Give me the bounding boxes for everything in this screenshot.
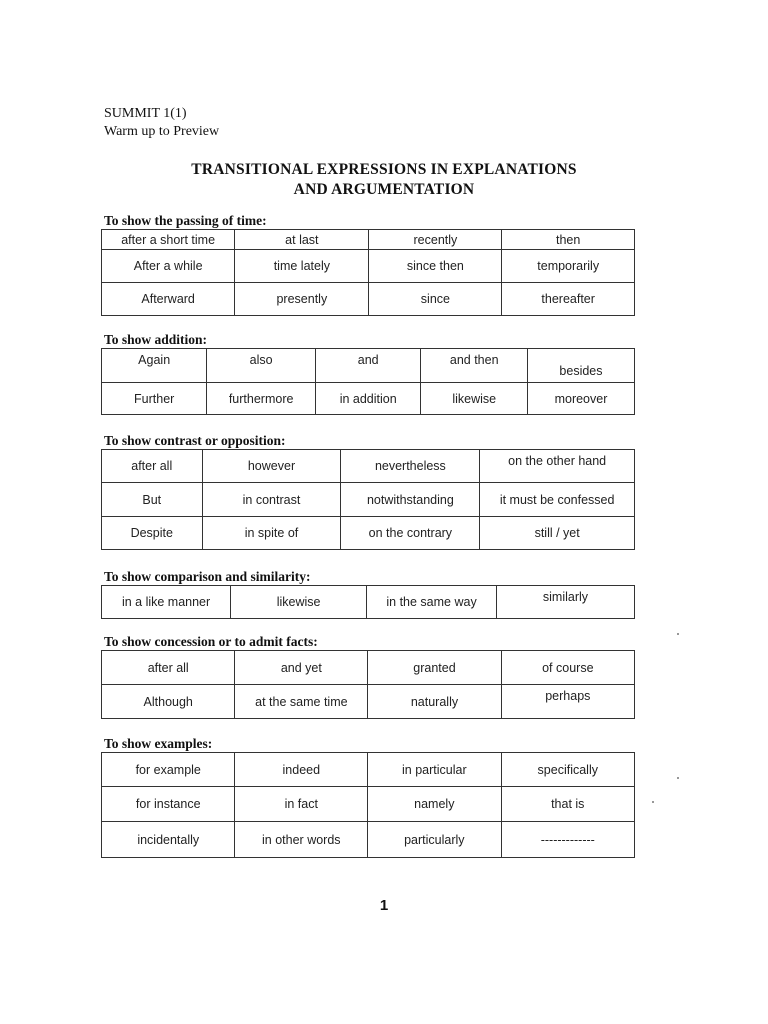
table-cell: likewise bbox=[231, 586, 367, 619]
table-row bbox=[102, 283, 635, 316]
table-row bbox=[102, 349, 635, 383]
title-line-1: TRANSITIONAL EXPRESSIONS IN EXPLANATIONS bbox=[191, 161, 577, 178]
section-concession bbox=[101, 634, 635, 719]
table-cell: and then bbox=[421, 349, 527, 383]
table-row bbox=[102, 586, 635, 619]
page-number: 1 bbox=[379, 897, 389, 914]
table-row bbox=[102, 753, 635, 787]
scan-speck bbox=[652, 801, 654, 803]
table-row bbox=[102, 517, 635, 550]
section-addition bbox=[101, 332, 635, 415]
table-cell: recently bbox=[369, 230, 502, 250]
table-cell: in the same way bbox=[367, 586, 497, 619]
table-cell: Although bbox=[102, 685, 235, 719]
table-cell: namely bbox=[368, 787, 501, 822]
table-cell: incidentally bbox=[102, 822, 235, 858]
contrast-table bbox=[101, 449, 635, 550]
table-cell: Further bbox=[102, 383, 207, 415]
section-passing-of-time bbox=[101, 213, 635, 316]
table-cell: on the contrary bbox=[341, 517, 480, 550]
section-heading: To show comparison and similarity: bbox=[104, 569, 311, 584]
section-contrast bbox=[101, 433, 635, 550]
table-cell: and yet bbox=[235, 651, 368, 685]
addition-table bbox=[101, 348, 635, 415]
table-cell: time lately bbox=[235, 250, 369, 283]
section-heading: To show contrast or opposition: bbox=[104, 433, 286, 448]
table-row bbox=[102, 250, 635, 283]
table-cell: granted bbox=[368, 651, 501, 685]
comparison-table bbox=[101, 585, 635, 619]
table-cell: specifically bbox=[501, 753, 634, 787]
course-label: SUMMIT 1(1) bbox=[104, 106, 187, 121]
section-comparison bbox=[101, 569, 635, 619]
title-line-2: AND ARGUMENTATION bbox=[293, 181, 475, 198]
table-row bbox=[102, 483, 635, 517]
table-cell: of course bbox=[501, 651, 634, 685]
table-cell: temporarily bbox=[502, 250, 635, 283]
table-cell: after all bbox=[102, 450, 203, 483]
table-cell: But bbox=[102, 483, 203, 517]
subtitle-label: Warm up to Preview bbox=[104, 124, 220, 139]
table-row bbox=[102, 651, 635, 685]
table-cell: moreover bbox=[527, 383, 634, 415]
scan-speck bbox=[677, 633, 679, 635]
scan-speck bbox=[677, 777, 679, 779]
table-cell: Again bbox=[102, 349, 207, 383]
table-cell: naturally bbox=[368, 685, 501, 719]
table-cell: after a short time bbox=[102, 230, 235, 250]
table-cell: perhaps bbox=[501, 685, 634, 719]
section-heading: To show the passing of time: bbox=[104, 213, 267, 228]
table-cell: in fact bbox=[235, 787, 368, 822]
table-cell: after all bbox=[102, 651, 235, 685]
table-row bbox=[102, 450, 635, 483]
table-cell: furthermore bbox=[207, 383, 316, 415]
table-cell: and bbox=[315, 349, 421, 383]
table-cell: since bbox=[369, 283, 502, 316]
table-cell: in a like manner bbox=[102, 586, 231, 619]
table-cell: presently bbox=[235, 283, 369, 316]
table-row bbox=[102, 685, 635, 719]
table-cell: in other words bbox=[235, 822, 368, 858]
concession-table bbox=[101, 650, 635, 719]
table-cell: since then bbox=[369, 250, 502, 283]
table-cell: that is bbox=[501, 787, 634, 822]
table-cell: however bbox=[202, 450, 341, 483]
table-cell: likewise bbox=[421, 383, 527, 415]
table-cell: similarly bbox=[496, 586, 634, 619]
table-row bbox=[102, 822, 635, 858]
page-title bbox=[0, 160, 768, 200]
table-cell: thereafter bbox=[502, 283, 635, 316]
table-cell: Despite bbox=[102, 517, 203, 550]
examples-table bbox=[101, 752, 635, 858]
table-cell: then bbox=[502, 230, 635, 250]
table-cell: in contrast bbox=[202, 483, 341, 517]
table-cell: nevertheless bbox=[341, 450, 480, 483]
table-cell: in spite of bbox=[202, 517, 341, 550]
table-cell: Afterward bbox=[102, 283, 235, 316]
document-header bbox=[104, 105, 219, 141]
table-cell: notwithstanding bbox=[341, 483, 480, 517]
table-cell: ------------- bbox=[501, 822, 634, 858]
table-cell: at last bbox=[235, 230, 369, 250]
table-cell: in particular bbox=[368, 753, 501, 787]
table-cell: particularly bbox=[368, 822, 501, 858]
table-row bbox=[102, 383, 635, 415]
table-cell: besides bbox=[527, 349, 634, 383]
table-cell: for example bbox=[102, 753, 235, 787]
table-cell: for instance bbox=[102, 787, 235, 822]
table-cell: on the other hand bbox=[480, 450, 635, 483]
section-heading: To show examples: bbox=[104, 736, 213, 751]
table-cell: in addition bbox=[315, 383, 421, 415]
section-heading: To show addition: bbox=[104, 332, 208, 347]
table-cell: also bbox=[207, 349, 316, 383]
table-cell: still / yet bbox=[480, 517, 635, 550]
section-examples bbox=[101, 736, 635, 858]
table-row bbox=[102, 787, 635, 822]
time-table bbox=[101, 229, 635, 316]
table-cell: it must be confessed bbox=[480, 483, 635, 517]
section-heading: To show concession or to admit facts: bbox=[104, 634, 318, 649]
table-row bbox=[102, 230, 635, 250]
table-cell: at the same time bbox=[235, 685, 368, 719]
table-cell: indeed bbox=[235, 753, 368, 787]
table-cell: After a while bbox=[102, 250, 235, 283]
